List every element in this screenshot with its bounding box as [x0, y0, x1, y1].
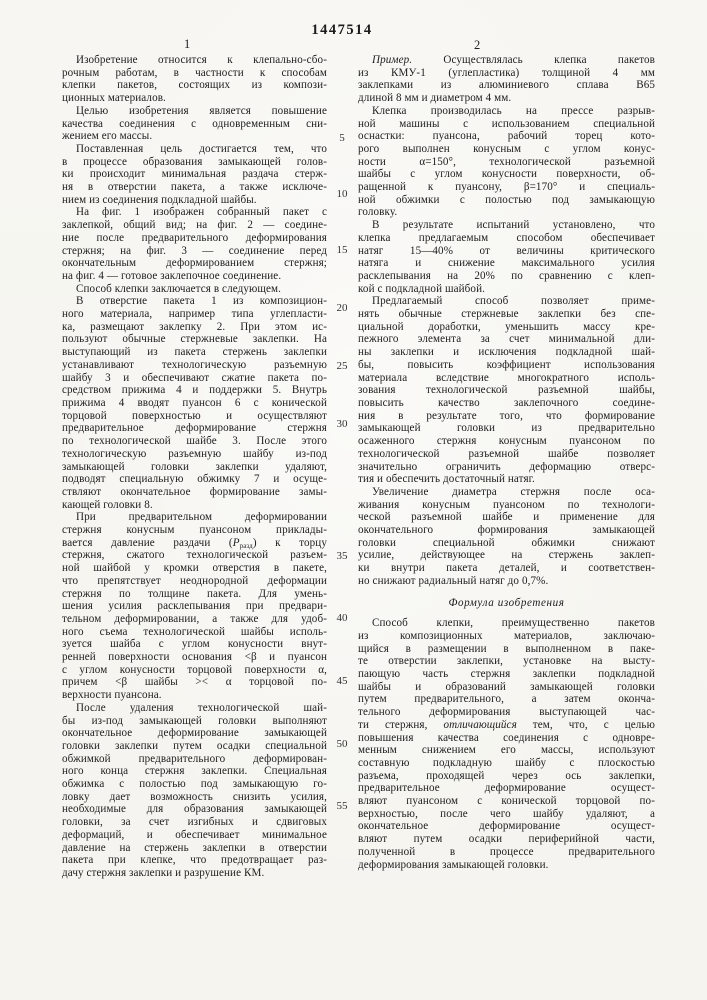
text-line: повышения качества соединения с одновре-	[358, 731, 655, 744]
text-line: ки внутри пакета деталей, и соответствен-	[358, 562, 655, 575]
text-line: Пример. Осуществлялась клепка пакетов	[372, 54, 655, 66]
text-line: шайбу 3 и обеспечивают сжатие пакета по-	[62, 371, 327, 384]
text-line: окончательное деформирование осущест-	[358, 820, 655, 833]
text-line: ного конца стержня заклепки. Специальная	[62, 765, 327, 778]
text-line: шения усилия расклепывания при предвари-	[62, 600, 327, 613]
text-line: из композиционных материалов, заключаю-	[358, 629, 655, 642]
text-line: На фиг. 1 изображен собранный пакет с	[76, 206, 327, 219]
text-line: по технологической шайбе 3. После этого	[62, 435, 327, 448]
line-number-marker: 45	[336, 675, 348, 687]
text-line: составную подкладную шайбу с плоскостью	[358, 756, 655, 769]
text-line: зования технологической разъемной шайбы,	[358, 384, 655, 397]
text-line: ционных материалов.	[62, 92, 166, 105]
column-number-right: 2	[474, 38, 481, 52]
text-line: ка, размещают заклепку 2. При этом ис-	[62, 320, 327, 333]
text-line: деформирования замыкающей головки.	[358, 858, 549, 871]
text-line: пающую часть стержня заклепки подкладной	[358, 668, 655, 681]
text-line: прижима 4 вводят пуансон 6 с конической	[62, 396, 327, 409]
text-line: стержня; на фиг. 3 — соединение перед	[62, 244, 327, 257]
text-line: окончательное деформирование замыкающей	[62, 727, 327, 740]
text-line: При предварительном деформировании	[76, 511, 327, 524]
text-line: длиной 8 мм и диаметром 4 мм.	[358, 92, 512, 105]
text-line: ние после предварительного деформирования	[62, 231, 327, 244]
text-line: с углом конусности торцовой поверхности α,	[62, 663, 327, 676]
text-line: ки происходит минимальная раздача стерж-	[62, 168, 327, 181]
text-line: живания конусным пуансоном по технологи-	[358, 498, 655, 511]
text-line: из КМУ-1 (углепластика) толщиной 4 мм	[358, 66, 655, 79]
text-line: кой с подкладной шайбой.	[358, 282, 485, 295]
text-line: предварительное деформирование осущест-	[358, 782, 655, 795]
text-line: ности α=150°, технологической разъемной	[358, 155, 655, 168]
text-line: рого выполнен конусным с углом конус-	[358, 142, 655, 155]
text-line: В результате испытаний установлено, что	[372, 219, 655, 232]
line-number-marker: 15	[336, 244, 348, 256]
line-number-marker: 10	[336, 188, 348, 200]
line-number-gutter	[328, 0, 356, 1000]
text-line: расклепывания на 20% по сравнению с клеп-	[358, 269, 655, 282]
text-line: верхностью, после чего шайбу удаляют, а	[358, 807, 655, 820]
text-line: вается давление раздачи $(P_{разд})$ к торцу	[62, 536, 327, 550]
text-line: бы из-под замыкающей головки выполняют	[62, 714, 327, 727]
text-line: предварительное деформирование стержня	[62, 422, 327, 435]
text-line: Увеличение диаметра стержня после оса-	[372, 485, 655, 498]
text-line: обжимка с полостью под замыкающую го-	[62, 778, 327, 791]
text-line: оснастки: пуансона, рабочий торец кото-	[358, 130, 655, 143]
text-line: средством прижима 4 и поддержки 5. Внутрь	[62, 384, 327, 397]
text-line: пежного элемента за счет минимальной дли-	[358, 333, 655, 346]
text-line: шайбы и образований замыкающей головки	[358, 680, 655, 693]
text-line: вляют путем осадки периферийной части,	[358, 833, 655, 846]
text-line: выступающий из пакета стержень заклепки	[62, 346, 327, 359]
column-number-left: 1	[184, 37, 191, 51]
text-line: В отверстие пакета 1 из композицион-	[76, 295, 327, 308]
text-line: Клепка производилась на прессе разрыв-	[372, 104, 655, 117]
text-line: менным снижением его массы, используют	[358, 744, 655, 757]
text-line: путем предварительного, а затем оконча-	[358, 693, 655, 706]
text-line: ной машины с использованием специальной	[358, 117, 655, 130]
text-line: технологическую разъемную шайбу из-под	[62, 447, 327, 460]
text-line: ческой разъемной шайбе и применение для	[358, 511, 655, 524]
text-line: натяг 15—40% от величины критического	[358, 244, 655, 257]
text-line: тельном деформировании, а также для удоб-	[62, 612, 327, 625]
text-line: зуется шайба с углом конусности внут-	[62, 638, 327, 651]
text-line: окончательным деформированием стержня;	[62, 257, 327, 270]
text-line: разъема, проходящей через ось заклепки,	[358, 769, 655, 782]
text-line: тельного деформирования выступающей час-	[358, 706, 655, 719]
text-line: После удаления технологической шай-	[76, 701, 327, 714]
text-line: Целью изобретения является повышение	[76, 104, 327, 117]
line-number-marker: 5	[339, 132, 345, 144]
text-line: ной шайбой у кромки отверстия в пакете,	[62, 562, 327, 575]
text-line: головки, за счет изгибных и сдвиговых	[62, 816, 327, 829]
text-line: заклепкой, общий вид; на фиг. 2 — соедине-	[62, 219, 327, 232]
text-line: ращенной к пуансону, β=170° и специаль-	[358, 181, 655, 194]
text-line: головки специальной обжимки снижают	[358, 536, 655, 549]
text-line: ня в отверстии пакета, а также исключе-	[62, 181, 327, 194]
text-line: жением его массы.	[62, 130, 153, 143]
line-number-marker: 35	[336, 550, 348, 562]
text-line: значительно ограничить деформацию отверс-	[358, 460, 655, 473]
text-line: ствляют окончательное формирование замы-	[62, 485, 327, 498]
text-line: ной обжимки с полостью под замыкающую	[358, 193, 655, 206]
text-line: подводят специальную обжимку 7 и осуще-	[62, 473, 327, 486]
text-line: окончательного формирования замыкающей	[358, 524, 655, 537]
patent-number: 1447514	[311, 22, 373, 38]
text-line: повысить качество заклепочного соедине-	[358, 396, 655, 409]
text-line: кающей головки 8.	[62, 498, 153, 511]
text-line: на фиг. 4 — готовое заклепочное соединение.	[62, 269, 282, 282]
text-line: что препятствует неоднородной деформации	[62, 574, 327, 587]
text-line: усилие, действующее на стержень заклеп-	[358, 549, 655, 562]
text-line: обжимкой предварительного деформирован-	[62, 752, 327, 765]
text-line: верхности пуансона.	[62, 689, 162, 702]
text-line: но снижают радиальный натяг до 0,7%.	[358, 574, 549, 587]
text-line: Способ клепки, преимущественно пакетов	[372, 617, 655, 630]
text-line: циальной доработки, уменьшить массу кре-	[358, 320, 655, 333]
text-line: устанавливают технологическую разъемную	[62, 358, 327, 371]
text-line: стержня, сжатого технологической разъем-	[62, 549, 327, 562]
text-line: головку.	[358, 206, 398, 219]
text-line: полученной в процессе предварительного	[358, 845, 655, 858]
text-line: ния в результате того, что формирование	[358, 409, 655, 422]
text-line: дачу стержня заклепки и разрушение КМ.	[62, 867, 265, 879]
text-line: стержня по толщине пакета. Для умень-	[62, 587, 327, 600]
text-line: нять обычные стержневые заклепки без спе-	[358, 308, 655, 321]
line-number-marker: 20	[336, 302, 348, 314]
text-line: деформаций, и обеспечивает минимальное	[62, 828, 327, 841]
text-line: заклепками из алюминиевого сплава В65	[358, 79, 655, 92]
text-line: причем <β шайбы >< α торцовой по-	[62, 676, 327, 689]
text-line: рочным работам, в частности к способам	[62, 66, 327, 79]
line-number-marker: 40	[336, 612, 348, 624]
text-line: ловку дает возможность снизить усилия,	[62, 790, 327, 803]
line-number-marker: 50	[336, 738, 348, 750]
text-line: торцовой поверхностью и осуществляют	[62, 409, 327, 422]
text-line: ного материала, например типа углепласти-	[62, 308, 327, 321]
line-number-marker: 25	[336, 360, 348, 372]
text-line: головки заклепки путем осадки специальной	[62, 739, 327, 752]
text-line: тия и обеспечить достаточный натяг.	[358, 473, 535, 486]
line-number-marker: 30	[336, 418, 348, 430]
text-line: ного съема технологической шайбы исполь-	[62, 625, 327, 638]
text-line: те отверстии заклепки, установке на высту-	[358, 655, 655, 668]
text-line: щийся в размещении в выполненном в паке-	[358, 642, 655, 655]
text-line: нием из соединения подкладной шайбы.	[62, 193, 257, 206]
text-line: Поставленная цель достигается тем, что	[76, 142, 327, 155]
text-line: натяга и снижение максимального усилия	[358, 257, 655, 270]
text-line: осаженного стержня конусным пуансоном по	[358, 435, 655, 448]
text-line: необходимые для образования замыкающей	[62, 803, 327, 816]
text-line: Предлагаемый способ позволяет приме-	[372, 295, 655, 308]
text-line: бы, повысить коэффициент использования	[358, 358, 655, 371]
text-line: давление на стержень заклепки в отверстии	[62, 841, 327, 854]
text-line: технологической разъемной шайбе позволяет	[358, 447, 655, 460]
text-line: вляют пуансоном с конической торцовой по-	[358, 795, 655, 808]
text-line: ти стержня, отличающийся тем, что, с целью	[358, 718, 655, 731]
text-line: замыкающей головки заклепки удаляют,	[62, 460, 327, 473]
text-line: пакета при клепке, что предотвращает раз-	[62, 854, 327, 867]
text-line: клепки пакетов, состоящих из компози-	[62, 79, 327, 92]
left-text-column	[62, 54, 327, 880]
formula-heading: Формула изобретения	[448, 596, 565, 609]
text-line: Способ клепки заключается в следующем.	[76, 282, 282, 295]
right-text-column	[358, 54, 655, 871]
text-line: клепка предлагаемым способом обеспечивает	[358, 231, 655, 244]
text-line: пользуют обычные стержневые заклепки. На	[62, 333, 327, 346]
text-line: ны заклепки и исключения подкладной шай-	[358, 346, 655, 359]
text-line: шайбы с углом конусности поверхности, об-	[358, 168, 655, 181]
text-line: качества соединения с одновременным сни-	[62, 117, 327, 130]
text-line: материала вследствие многократного исполь-	[358, 371, 655, 384]
line-number-marker: 55	[336, 800, 348, 812]
text-line: Изобретение относится к клепально-сбо-	[76, 54, 327, 66]
text-line: стержня конусным пуансоном приклады-	[62, 524, 327, 537]
text-line: в процессе образования замыкающей голов-	[62, 155, 327, 168]
text-line: замыкающей головки из предварительно	[358, 422, 655, 435]
text-line: ренней поверхности основания <β и пуансон	[62, 651, 327, 664]
